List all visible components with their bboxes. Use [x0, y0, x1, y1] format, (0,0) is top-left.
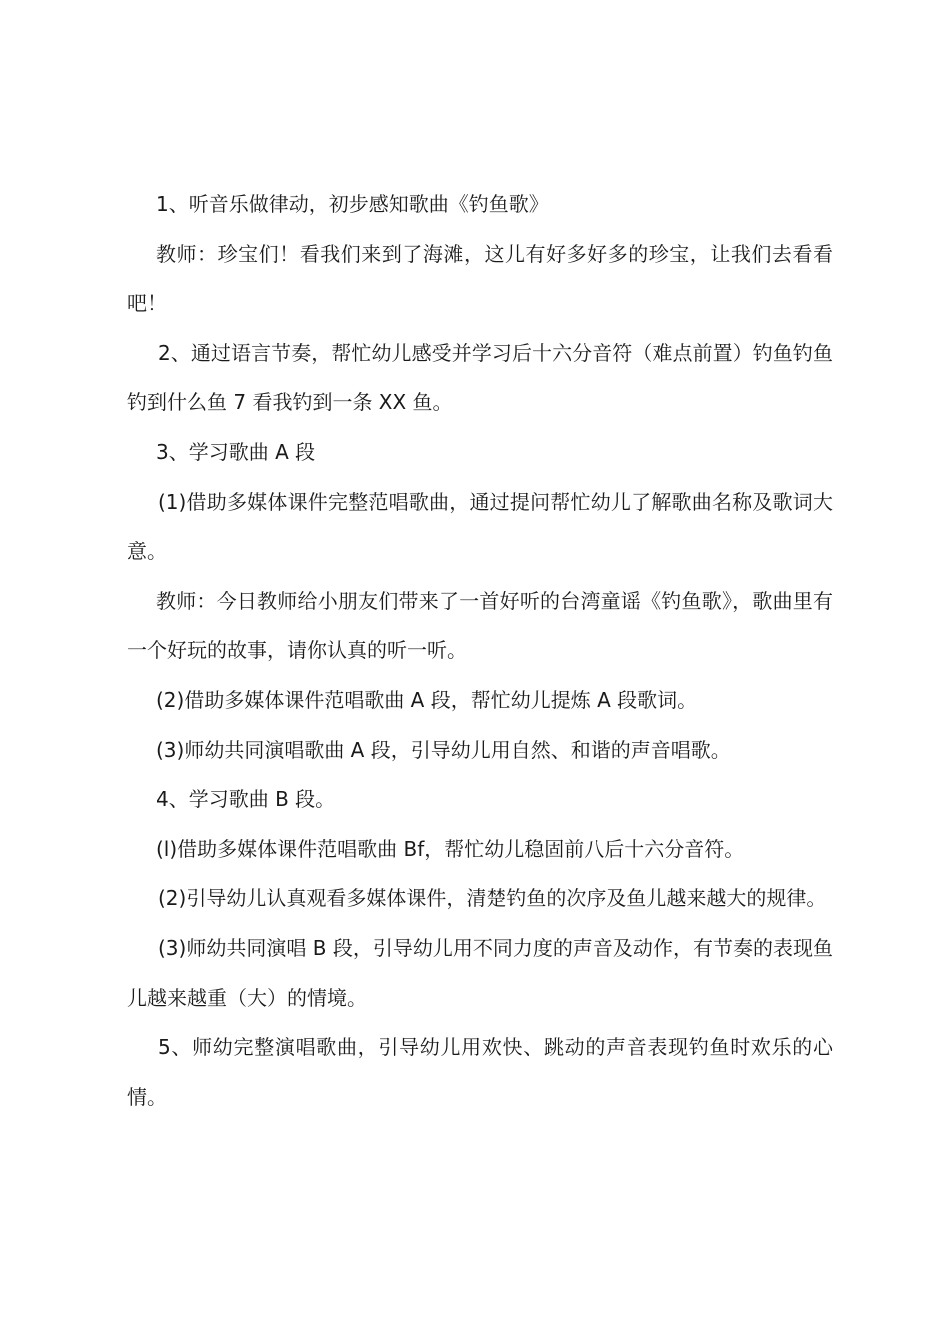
document-page — [127, 180, 833, 1122]
step-1-heading: 1、听音乐做律动，初步感知歌曲《钓鱼歌》 — [156, 192, 549, 216]
step-2-paragraph: 2、通过语言节奏，帮忙幼儿感受并学习后十六分音符（难点前置）钓鱼钓鱼钓到什么鱼 7 看我钓到一条 XX 鱼。 — [127, 340, 833, 415]
step-4-item-2: (2)引导幼儿认真观看多媒体课件，清楚钓鱼的次序及鱼儿越来越大的规律。 — [158, 886, 827, 911]
step-5-paragraph: 5、师幼完整演唱歌曲，引导幼儿用欢快、跳动的声音表现钓鱼时欢乐的心情。 — [127, 1035, 833, 1109]
teacher-dialogue-2: 教师：今日教师给小朋友们带来了一首好听的台湾童谣《钓鱼歌》，歌曲里有一个好玩的故事，请你认真的听一听。 — [127, 588, 833, 663]
step-3-item-1: (1)借助多媒体课件完整范唱歌曲，通过提问帮忙幼儿了解歌曲名称及歌词大意。 — [127, 489, 833, 564]
step-3-heading: 3、学习歌曲 A 段 — [156, 439, 316, 464]
step-4-heading: 4、学习歌曲 B 段。 — [156, 787, 336, 812]
step-3-item-2: (2)借助多媒体课件范唱歌曲 A 段，帮忙幼儿提炼 A 段歌词。 — [156, 687, 698, 712]
teacher-dialogue-1: 教师：珍宝们！看我们来到了海滩，这儿有好多好多的珍宝，让我们去看看吧！ — [127, 241, 833, 316]
step-4-item-1: (l)借助多媒体课件范唱歌曲 Bf，帮忙幼儿稳固前八后十六分音符。 — [156, 836, 745, 861]
step-4-item-3: (3)师幼共同演唱 B 段，引导幼儿用不同力度的声音及动作，有节奏的表现鱼儿越来越重（大）的情境。 — [127, 935, 833, 1010]
step-3-item-3: (3)师幼共同演唱歌曲 A 段，引导幼儿用自然、和谐的声音唱歌。 — [156, 737, 731, 762]
